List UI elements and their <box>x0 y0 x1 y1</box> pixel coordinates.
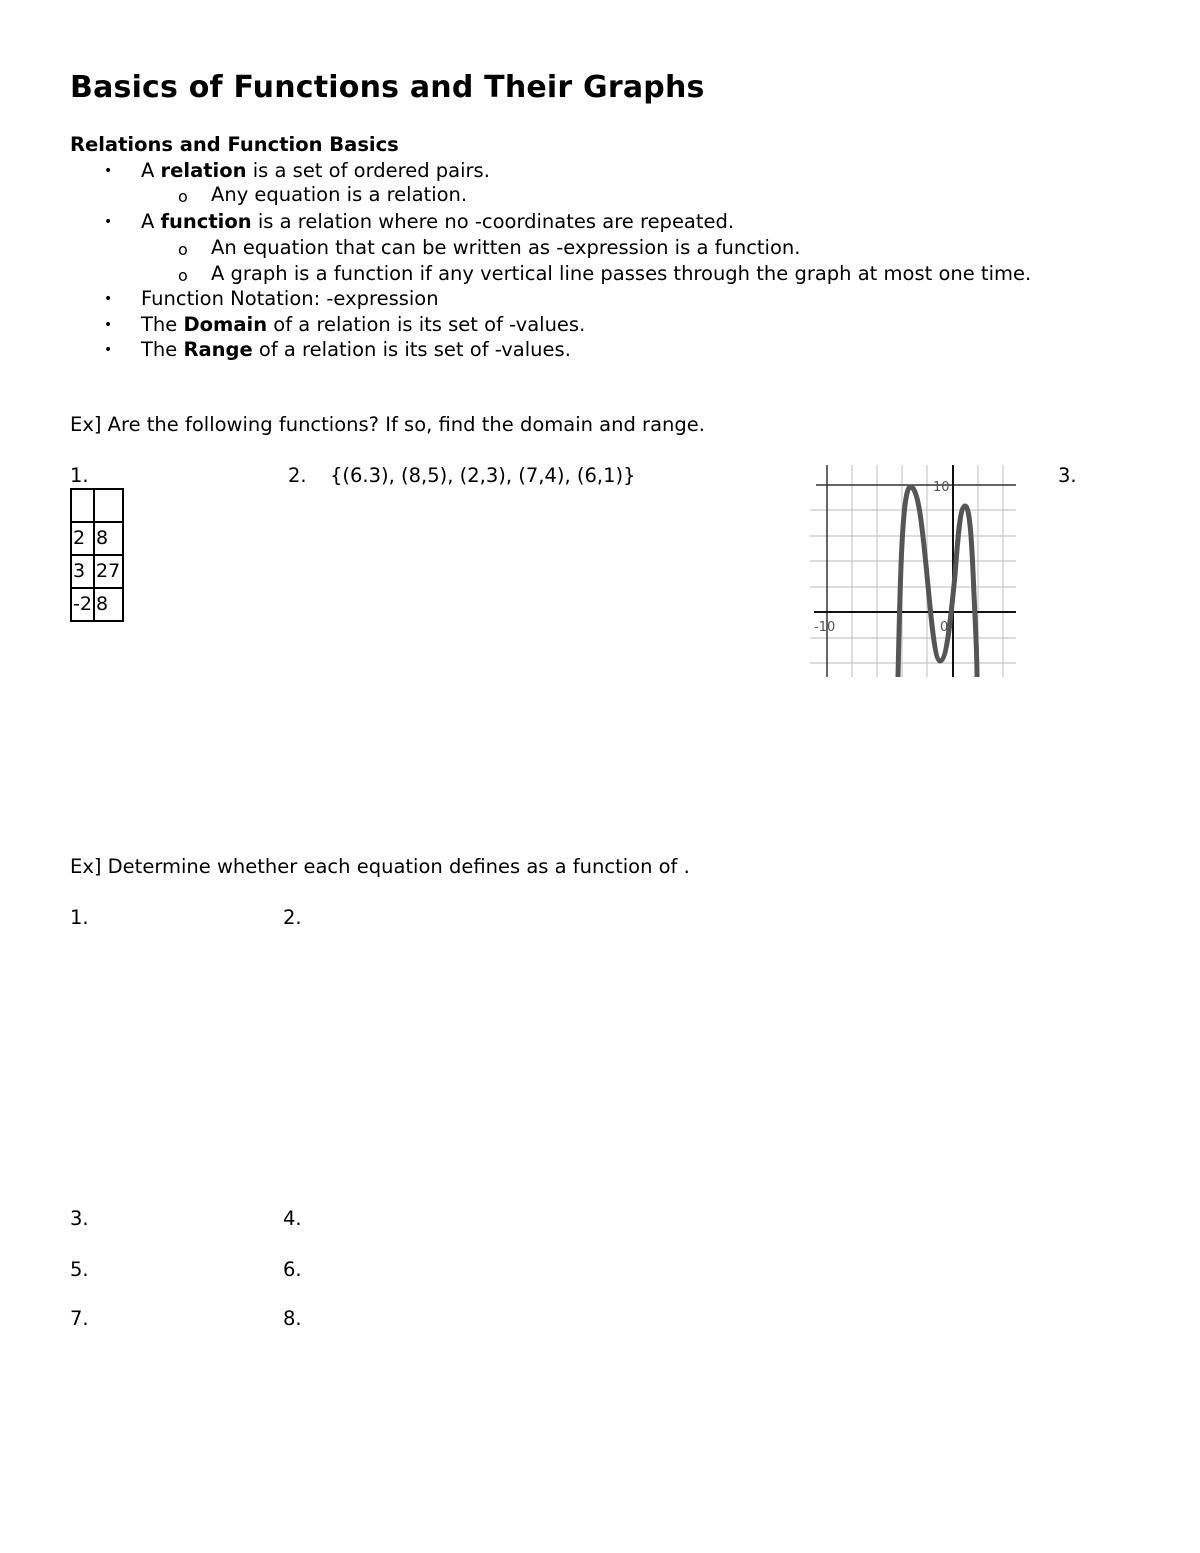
sub-bullet-marker: o <box>178 266 188 285</box>
bullet-domain-term: Domain <box>183 313 268 336</box>
table-cell: 8 <box>94 522 123 555</box>
bullet-function-pre: A <box>141 210 161 233</box>
table-row <box>71 555 123 588</box>
example2-label-3: 3. <box>70 1207 89 1230</box>
graph-curve <box>898 487 977 677</box>
bullet-dot: • <box>104 342 113 358</box>
bullet-dot: • <box>104 214 113 230</box>
bullet-relation-post: is a set of ordered pairs. <box>246 159 490 182</box>
example2-label-6: 6. <box>283 1258 302 1281</box>
table-row <box>71 588 123 621</box>
bullet-relation-pre: A <box>141 159 161 182</box>
example1-item2-set: {(6.3), (8,5), (2,3), (7,4), (6,1)} <box>330 464 636 487</box>
bullet-function-term: function <box>160 210 252 233</box>
graph-origin-label: 0 <box>940 620 949 635</box>
table-row <box>71 489 123 522</box>
table-cell: -2 <box>71 588 94 621</box>
example2-prompt: Ex] Determine whether each equation defines as a function of . <box>70 855 690 878</box>
sub-bullet-marker: o <box>178 240 188 259</box>
bullet-function-sub2: A graph is a function if any vertical line passes through the graph at most one time. <box>211 262 1032 285</box>
table-cell: 3 <box>71 555 94 588</box>
table-cell: 27 <box>94 555 123 588</box>
example2-label-8: 8. <box>283 1307 302 1330</box>
bullet-domain-pre: The <box>141 313 184 336</box>
example2-label-5: 5. <box>70 1258 89 1281</box>
graph-gridlines <box>810 465 1016 677</box>
table-cell <box>71 489 94 522</box>
table-row <box>71 522 123 555</box>
example1-prompt: Ex] Are the following functions? If so, find the domain and range. <box>70 413 705 436</box>
page-title: Basics of Functions and Their Graphs <box>70 70 705 105</box>
graph-x-left-label: -10 <box>814 620 836 635</box>
bullet-notation: Function Notation: -expression <box>141 287 439 310</box>
example1-item2-label: 2. <box>288 464 307 487</box>
function-graph <box>810 465 1022 677</box>
sub-bullet-marker: o <box>178 187 188 206</box>
bullet-relation <box>141 159 490 182</box>
graph-y-tick-label: 10 <box>933 480 950 495</box>
bullet-domain <box>141 313 585 336</box>
values-table <box>70 488 124 622</box>
table-cell: 2 <box>71 522 94 555</box>
table-cell: 8 <box>94 588 123 621</box>
example1-item1-label: 1. <box>70 464 89 487</box>
bullet-function-post: is a relation where no -coordinates are repeated. <box>251 210 735 233</box>
bullet-dot: • <box>104 291 113 307</box>
example1-item3-label: 3. <box>1058 464 1077 487</box>
bullet-relation-term: relation <box>160 159 247 182</box>
bullet-domain-post: of a relation is its set of -values. <box>267 313 586 336</box>
bullet-range-term: Range <box>183 338 253 361</box>
bullet-function-sub1: An equation that can be written as -expression is a function. <box>211 236 801 259</box>
example2-label-1: 1. <box>70 906 89 929</box>
bullet-range-pre: The <box>141 338 184 361</box>
bullet-range-post: of a relation is its set of -values. <box>252 338 571 361</box>
bullet-function <box>141 210 734 233</box>
bullet-dot: • <box>104 163 113 179</box>
section-heading: Relations and Function Basics <box>70 133 399 156</box>
bullet-dot: • <box>104 317 113 333</box>
example2-label-2: 2. <box>283 906 302 929</box>
table-cell <box>94 489 123 522</box>
bullet-relation-sub: Any equation is a relation. <box>211 183 468 206</box>
example2-label-4: 4. <box>283 1207 302 1230</box>
bullet-range <box>141 338 571 361</box>
example2-label-7: 7. <box>70 1307 89 1330</box>
